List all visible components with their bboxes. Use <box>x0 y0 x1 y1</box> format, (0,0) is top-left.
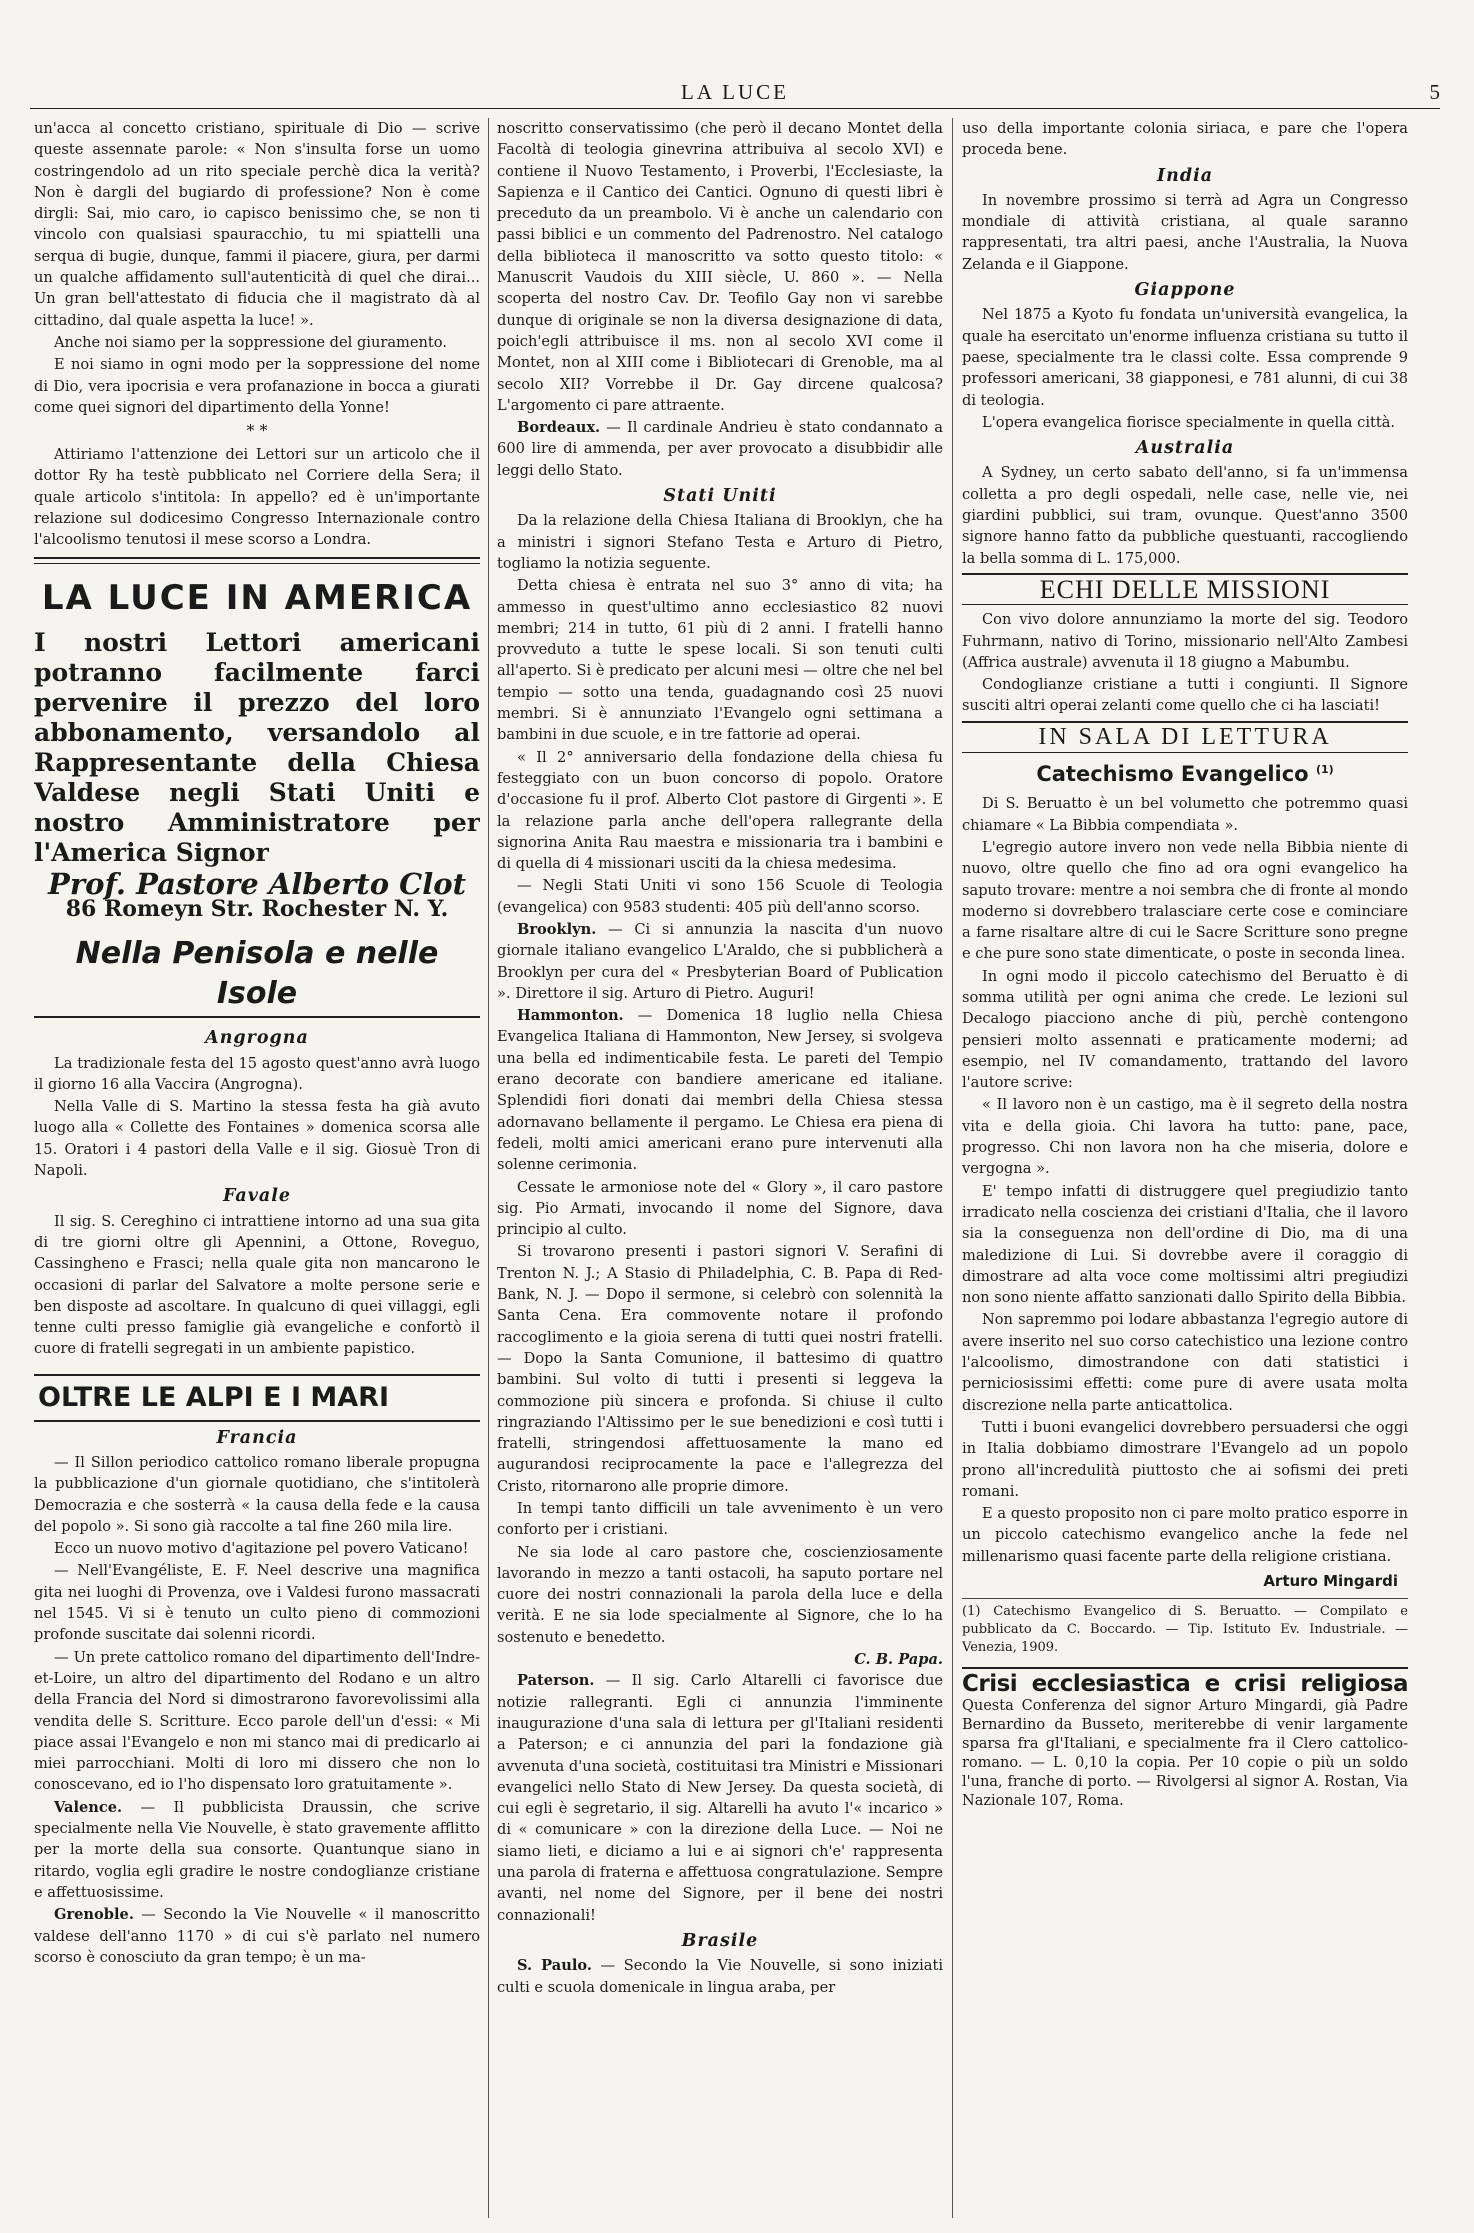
paragraph: Anche noi siamo per la soppressione del giuramento. <box>54 333 447 351</box>
paragraph: — Un prete cattolico romano del dipartimento dell'Indre-et-Loire, un altro del dipartimento del Rodano e un altro della Francia del Nord si dimostrarono favorevolissimi alla vendita delle S. Scritture. Ecco parole dell'un d'essi: « Mi piace assai l'Evangelo e non mi stanco mai di predicarlo ai miei parrocchiani. Molti di loro mi dissero che non lo conoscevano, ed io l'ho dispensato loro gratuitamente ». <box>34 1648 480 1794</box>
paragraph: Tutti i buoni evangelici dovrebbero persuadersi che oggi in Italia dobbiamo dimostrare l'Evangelo ad un popolo prono all'incredulità piuttosto che ai sofismi dei preti romani. <box>962 1418 1408 1500</box>
paragraph: Detta chiesa è entrata nel suo 3° anno di vita; ha ammesso in quest'ultimo anno ecclesiastico 82 nuovi membri; 214 in tutto, 61 più di 2 anni. I fratelli hanno provveduto a tutte le spese locali. Si son tenuti culti all'aperto. Si è predicato per alcuni mesi — oltre che nel bel tempio — sotto una tenda, guadagnando così 25 nuovi membri. Si è annunziato l'Evangelo ogni settimana a bambini in due scuole, e in tre fattorie ad operai. <box>497 577 943 744</box>
paragraph: — Il Sillon periodico cattolico romano liberale propugna la pubblicazione d'un giornale quotidiano, che s'intitolerà Democrazia e che sosterrà « la causa della fede e la causa del popolo ». Si sono già raccolte a tal fine 260 mila lire. <box>34 1453 480 1535</box>
paragraph-body: — Secondo la Vie Nouvelle, si sono iniziati culti e scuola domenicale in lingua araba, per <box>497 1957 943 1996</box>
paragraph: Cessate le armoniose note del « Glory », il caro pastore sig. Pio Armati, invocando il nome del Signore, dava principio al culto. <box>497 1178 943 1239</box>
paragraph: « Il 2° anniversario della fondazione della chiesa fu festeggiato con un buon concorso di popolo. Oratore d'occasione fu il prof. Alberto Clot pastore di Girgenti ». E la relazione parla anche dell'opera rallegrante della signorina Anita Rau maestra e missionaria tra i bambini e di quella di 4 missionari usciti da la chiesa medesima. <box>497 748 943 873</box>
notice-text: I nostri Lettori americani potranno facilmente farci pervenire il prezzo del loro abbonamento, versandolo al Rappresentante della Chiesa Valdese negli Stati Uniti e nostro Amministratore per l'America Signor <box>34 627 480 867</box>
paragraph-lead: S. Paulo. <box>517 1957 592 1975</box>
column-3 <box>962 118 1408 2218</box>
column-rule <box>488 118 489 2218</box>
section-heading: IN SALA DI LETTURA <box>962 721 1408 753</box>
subheading: Stati Uniti <box>663 486 777 507</box>
paragraph: Condoglianze cristiane a tutti i congiunti. Il Signore susciti altri operai zelanti come quello che ci ha lasciati! <box>962 676 1408 715</box>
paragraph: Si trovarono presenti i pastori signori V. Serafini di Trenton N. J.; A Stasio di Philadelphia, C. B. Papa di Red-Bank, N. J. — Dopo il sermone, si celebrò con solennità la Santa Cena. Era commovente notare il profondo raccoglimento e la gioia serena di tutti quei nostri fratelli. — Dopo la Santa Comunione, il battesimo di quattro bambini. Sul volto di tutti i presenti si leggeva la commozione più sincera e profonda. Si chiuse il culto ringraziando l'Altissimo per le sue benedizioni e così tutti i fratelli, stringendosi affettuosamente la mano ed augurandosi reciprocamente la pace e l'allegrezza del Cristo, ritornarono alle proprie dimore. <box>497 1243 943 1495</box>
review-title-text: Catechismo Evangelico <box>1036 762 1309 787</box>
paragraph <box>497 1670 943 1926</box>
author-signature: Arturo Mingardi <box>1263 1572 1398 1590</box>
paragraph: A Sydney, un certo sabato dell'anno, si fa un'immensa colletta a pro degli ospedali, nelle case, nelle vie, nei giardini pubblici, sui tram, ovunque. Quest'anno 3500 signore hanno fatto da pubbliche questuanti, raccogliendo la bella somma di L. 175,000. <box>962 464 1408 567</box>
paragraph <box>34 1904 480 1968</box>
paragraph-body: — Il pubblicista Draussin, che scrive specialmente nella Vie Nouvelle, è stato gravemente afflitto per la morte della sua consorte. Quantunque siano in ritardo, voglia egli gradire le nostre condoglianze cristiane e affettuosissime. <box>34 1798 480 1901</box>
paragraph: In novembre prossimo si terrà ad Agra un Congresso mondiale di attività cristiana, al quale saranno rappresentati, tra altri paesi, anche l'Australia, la Nuova Zelanda e il Giappone. <box>962 191 1408 273</box>
paragraph: un'acca al concetto cristiano, spirituale di Dio — scrive queste assennate parole: « Non s'insulta forse un uomo costringendolo ad un rito speciale perchè dica la verità? Non è dargli del bugiardo di professione? Non è come dirgli: Sai, mio caro, io capisco benissimo che, se non ti vincolo con qualsiasi spauracchio, tu mi spiattelli una serqua di bugie, dunque, fammi il piacere, giura, per darmi un qualche affidamento sull'autenticità di quel che dirai... Un gran bell'attestato di fiducia che il magistrato dà al cittadino, dal quale aspetta la luce! ». <box>34 120 480 329</box>
paragraph-lead: Valence. <box>54 1798 123 1816</box>
paragraph: Nella Valle di S. Martino la stessa festa ha già avuto luogo alla « Collette des Fontaines » domenica scorsa alle 15. Oratori i 4 pastori della Valle e il sig. Giosuè Tron di Napoli. <box>34 1098 480 1180</box>
paragraph: L'egregio autore invero non vede nella Bibbia niente di nuovo, oltre quello che fino ad ora ogni evangelico ha saputo trovare: mentre a noi sembra che di fronte al mondo moderno si dovrebbero tralasciare certe cose e cominciare a farne risaltare altre di cui le Sacre Scritture sono pregne e che pure sono state dimenticate, o poste in seconda linea. <box>962 838 1408 963</box>
paragraph-body: — Il sig. Carlo Altarelli ci favorisce due notizie rallegranti. Egli ci annunzia l'imminente inaugurazione d'una sala di lettura per gl'Italiani residenti a Paterson; e ci annunzia del pari la fondazione già avvenuta d'una società, costituitasi tra Ministri e Missionari evangelici nello Stato di New Jersey. Da questa società, di cui egli è segretario, il sig. Altarelli ha avuto l'« incarico » di « comunicare » con la direzione della Luce. — Noi ne siamo lieti, e diciamo a lui e ai signori ch'e' rappresenta una parola di fraterna e affettuosa congratulazione. Sempre avanti, nel nome del Signore, per il bene dei nostri connazionali! <box>497 1672 943 1924</box>
paragraph-lead: Bordeaux. <box>517 419 601 437</box>
notice-address: 86 Romeyn Str. Rochester N. Y. <box>65 895 449 922</box>
paragraph: « Il lavoro non è un castigo, ma è il segreto della nostra vita e della gioia. Chi lavora ha tutto: pane, pace, progresso. Chi non lavora non ha che miseria, dolore e vergogna ». <box>962 1096 1408 1178</box>
section-heading: Nella Penisola e nelle Isole <box>34 934 480 1018</box>
paragraph: Ecco un nuovo motivo d'agitazione pel povero Vaticano! <box>54 1540 469 1558</box>
paragraph-lead: Hammonton. <box>517 1007 624 1025</box>
paragraph: — Nell'Evangéliste, E. F. Neel descrive una magnifica gita nei luoghi di Provenza, ove i Valdesi furono massacrati nel 1545. Vi si è tenuto un culto pieno di commozioni profonde suscitate dai solenni ricordi. <box>34 1562 480 1644</box>
subheading: Australia <box>1135 438 1235 459</box>
page-header <box>30 78 1440 109</box>
paragraph: Da la relazione della Chiesa Italiana di Brooklyn, che ha a ministri i signori Stefano Testa e Arturo di Pietro, togliamo la notizia seguente. <box>497 512 943 572</box>
paragraph: Nel 1875 a Kyoto fu fondata un'università evangelica, la quale ha esercitato un'enorme influenza cristiana su tutto il paese, specialmente tra le classi colte. Essa comprende 9 professori americani, 38 giapponesi, e 781 alunni, di cui 38 di teologia. <box>962 306 1408 409</box>
paragraph-body: — Ci si annunzia la nascita d'un nuovo giornale italiano evangelico L'Araldo, che si pubblicherà a Brooklyn per cura del « Presbyterian Board of Publication ». Direttore il sig. Arturo di Pietro. Auguri! <box>497 920 943 1002</box>
footnote: (1) Catechismo Evangelico di S. Beruatto. — Compilato e pubblicato da C. Boccardo. — Tip. Istituto Ev. Industriale. — Venezia, 1909. <box>962 1598 1408 1657</box>
paragraph: Il sig. S. Cereghino ci intrattiene intorno ad una sua gita di tre giorni oltre gli Apennini, a Ottone, Roveguo, Cassingheno e Frasci; nella quale gita non mancarono le occasioni di parlar del Salvatore a molte persone serie e ben disposte ad ascoltare. In qualcuno di quei villaggi, egli tenne culti presso famiglie già evangeliche e confortò il cuore di fratelli segregati in un ambiente papistico. <box>34 1212 480 1358</box>
paragraph <box>497 1955 943 1998</box>
paragraph-body: — Domenica 18 luglio nella Chiesa Evangelica Italiana di Hammonton, New Jersey, si svolgeva una bella ed indimenticabile festa. Le pareti del Tempio erano decorate con bandiere americane ed italiane. Splendidi fiori donati dai membri della Chiesa stessa adornavano bellamente il pergamo. Le Chiesa era piena di fedeli, molti amici americani erano pure intervenuti alla solenne cerimonia. <box>497 1007 943 1174</box>
subheading: India <box>1156 165 1214 186</box>
subheading: Giappone <box>1134 280 1236 301</box>
paragraph: L'opera evangelica fiorisce specialmente in quella città. <box>982 413 1396 431</box>
footnote-marker: (1) <box>1315 763 1334 777</box>
masthead-title: LA LUCE <box>681 80 789 104</box>
notice-name: Prof. Pastore Alberto Clot <box>48 866 466 901</box>
column-rule <box>952 118 953 2218</box>
subheading: Francia <box>216 1427 298 1448</box>
column-2 <box>497 118 943 2218</box>
paragraph-lead: Brooklyn. <box>517 920 597 938</box>
subheading: Brasile <box>681 1930 759 1951</box>
paragraph: Ne sia lode al caro pastore che, coscienziosamente lavorando in mezzo a tanti ostacoli, ha saputo portare nel cuore dei nostri connazionali la parola della luce e della verità. E ne sia lode specialmente al Signore, che lo ha sostenuto e benedetto. <box>497 1543 943 1646</box>
paragraph: noscritto conservatissimo (che però il decano Montet della Facoltà di teologia ginevrina attribuiva al secolo XVI) e contiene il Nuovo Testamento, i Proverbi, l'Ecclesiaste, la Sapienza e il Cantico dei Cantici. Ognuno di questi libri è preceduto da un preambolo. Vi è anche un calendario con passi biblici e un commento del Padrenostro. Nel catalogo della biblioteca il manoscritto va sotto questo titolo: « Manuscrit Vaudois du XIII siècle, U. 860 ». — Nella scoperta del nostro Cav. Dr. Teofilo Gay non vi sarebbe dunque di originale se non la diversa designazione di data, poich'egli attribuisce il ms. non al secolo XVI come il Montet, non al XIII come i Bibliotecari di Grenoble, ma al secolo XII? Vorrebbe il Dr. Gay dircene qualcosa? L'argomento ci pare attraente. <box>497 120 943 414</box>
paragraph <box>497 919 943 1004</box>
subheading: Favale <box>222 1186 292 1207</box>
paragraph <box>34 1797 480 1903</box>
subheading: Angrogna <box>205 1028 309 1049</box>
paragraph: E a questo proposito non ci pare molto pratico esporre in un piccolo catechismo evangelico anche la fede nel millenarismo quasi facente parte della religione cristiana. <box>962 1505 1408 1565</box>
paragraph: — Negli Stati Uniti vi sono 156 Scuole di Teologia (evangelica) con 9583 studenti: 405 più dell'anno scorso. <box>497 877 943 916</box>
paragraph: In tempi tanto difficili un tale avvenimento è un vero conforto per i cristiani. <box>497 1500 943 1539</box>
paragraph: Di S. Beruatto è un bel volumetto che potremmo quasi chiamare « La Bibbia compendiata ». <box>962 795 1408 834</box>
paragraph: Attiriamo l'attenzione dei Lettori sur un articolo che il dottor Ry ha testè pubblicato nel Corriere della Sera; il quale articolo s'intitola: In appello? ed è un'importante relazione sul dodicesimo Congresso Internazionale contro l'alcoolismo tenutosi il mese scorso a Londra. <box>34 446 480 549</box>
advertisement-title: Crisi ecclesiastica e crisi religiosa <box>962 1671 1408 1698</box>
page-number: 5 <box>1429 80 1440 104</box>
paragraph <box>497 1005 943 1175</box>
paragraph <box>497 417 943 481</box>
review-title <box>962 759 1408 785</box>
section-heading: OLTRE LE ALPI E I MARI <box>34 1374 480 1422</box>
author-signature: C. B. Papa. <box>854 1651 943 1669</box>
paragraph: uso della importante colonia siriaca, e pare che l'opera proceda bene. <box>962 120 1408 159</box>
section-heading: LA LUCE IN AMERICA <box>41 577 473 618</box>
advertisement <box>962 1667 1408 1811</box>
section-heading: ECHI DELLE MISSIONI <box>962 573 1408 605</box>
asterism: * * <box>246 421 268 441</box>
divider <box>34 557 480 564</box>
column-1 <box>34 118 480 2218</box>
paragraph: E' tempo infatti di distruggere quel pregiudizio tanto irradicato nella coscienza dei cristiani d'Italia, che il lavoro sia la conseguenza non dell'ordine di Dio, ma di una maledizione di Lui. Si dovrebbe avere il coraggio di dimostrare ad alta voce come moltissimi altri pregiudizi non sono niente affatto sanzionati dallo Spirito della Bibbia. <box>962 1182 1408 1307</box>
paragraph-lead: Grenoble. <box>54 1906 134 1924</box>
advertisement-text: Questa Conferenza del signor Arturo Mingardi, già Padre Bernardino da Busseto, meriterebbe di venir largamente sparsa fra gl'Italiani, e specialmente fra il Clero cattolico-romano. — L. 0,10 la copia. Per 10 copie o più un soldo l'una, franche di porto. — Rivolgersi al signor A. Rostan, Via Nazionale 107, Roma. <box>962 1698 1408 1810</box>
paragraph-body: — Il cardinale Andrieu è stato condannato a 600 lire di ammenda, per aver provocato a disubbidir alle leggi dello Stato. <box>497 419 943 479</box>
paragraph: Con vivo dolore annunziamo la morte del sig. Teodoro Fuhrmann, nativo di Torino, missionario nell'Alto Zambesi (Affrica australe) avvenuta il 18 giugno a Mabumbu. <box>962 611 1408 671</box>
paragraph: Non sapremmo poi lodare abbastanza l'egregio autore di avere inserito nel suo corso catechistico una lezione contro l'alcoolismo, dimostrandone con dati statistici i perniciosissimi effetti: come pure di avere usata molta discrezione nella parte anticattolica. <box>962 1311 1408 1414</box>
paragraph: La tradizionale festa del 15 agosto quest'anno avrà luogo il giorno 16 alla Vaccira (Angrogna). <box>34 1054 480 1093</box>
paragraph: In ogni modo il piccolo catechismo del Beruatto è di somma utilità per ogni anima che crede. Le lezioni sul Decalogo piacciono anche di più, perchè contengono pensieri molto assennati e praticamente moderni; ad esempio, nel IV comandamento, trattando del lavoro l'autore scrive: <box>962 967 1408 1092</box>
paragraph: E noi siamo in ogni modo per la soppressione del nome di Dio, vera ipocrisia e vera profanazione in bocca a giurati come quei signori del dipartimento della Yonne! <box>34 356 480 416</box>
paragraph-body: — Secondo la Vie Nouvelle « il manoscritto valdese dell'anno 1170 » di cui s'è parlato nel numero scorso è conosciuto da gran tempo; è un ma- <box>34 1906 480 1966</box>
paragraph-lead: Paterson. <box>517 1672 595 1690</box>
